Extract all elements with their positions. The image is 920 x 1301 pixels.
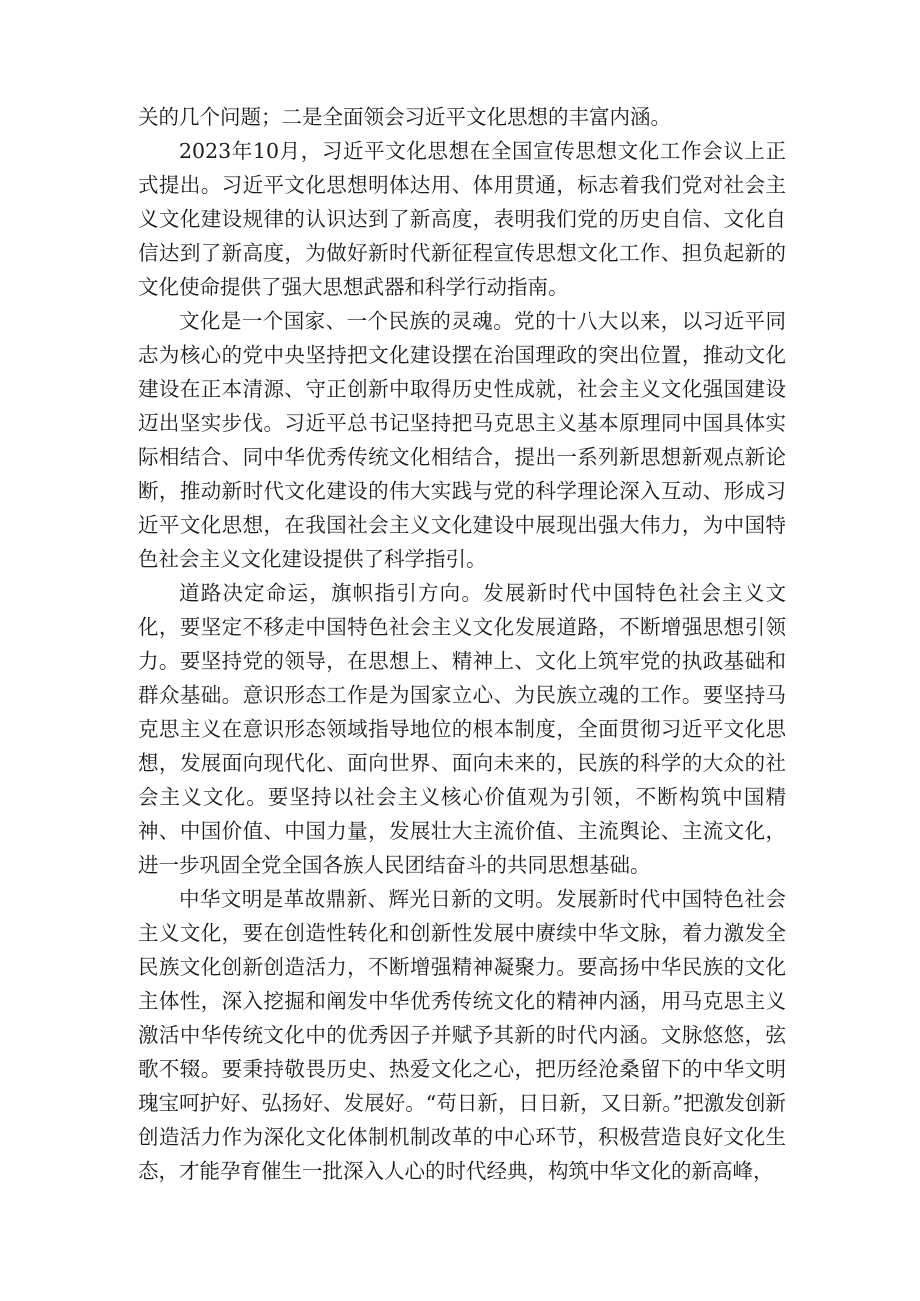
paragraph-road-direction: 道路决定命运，旗帜指引方向。发展新时代中国特色社会主义文化，要坚定不移走中国特色社会主义文化发展道路，不断增强思想引领力。要坚持党的领导，在思想上、精神上、文化上筑牢党的执政基础和群众基础。意识形态工作是为国家立心、为民族立魂的工作。要坚持马克思主义在意识形态领域指导地位的根本制度，全面贯彻习近平文化思想，发展面向现代化、面向世界、面向未来的，民族的科学的大众的社会主义文化。要坚持以社会主义核心价值观为引领，不断构筑中国精神、中国价值、中国力量，发展壮大主流价值、主流舆论、主流文化，进一步巩固全党全国各族人民团结奋斗的共同思想基础。 (138, 581, 786, 877)
paragraph-announcement: 2023年10月，习近平文化思想在全国宣传思想文化工作会议上正式提出。习近平文化思想明体达用、体用贯通，标志着我们党对社会主义文化建设规律的认识达到了新高度，表明我们党的历史自信、文化自信达到了新高度，为做好新时代新征程宣传思想文化工作、担负起新的文化使命提供了强大思想武器和科学行动指南。 (138, 139, 786, 299)
document-body (138, 100, 786, 1188)
paragraph-continuation: 关的几个问题；二是全面领会习近平文化思想的丰富内涵。 (138, 105, 671, 129)
paragraph-culture-soul: 文化是一个国家、一个民族的灵魂。党的十八大以来，以习近平同志为核心的党中央坚持把文化建设摆在治国理政的突出位置，推动文化建设在正本清源、守正创新中取得历史性成就，社会主义文化强国建设迈出坚实步伐。习近平总书记坚持把马克思主义基本原理同中国具体实际相结合、同中华优秀传统文化相结合，提出一系列新思想新观点新论断，推动新时代文化建设的伟大实践与党的科学理论深入互动、形成习近平文化思想，在我国社会主义文化建设中展现出强大伟力，为中国特色社会主义文化建设提供了科学指引。 (138, 309, 786, 571)
paragraph-chinese-civilization: 中华文明是革故鼎新、辉光日新的文明。发展新时代中国特色社会主义文化，要在创造性转化和创新性发展中赓续中华文脉，着力激发全民族文化创新创造活力，不断增强精神凝聚力。要高扬中华民族的文化主体性，深入挖掘和阐发中华优秀传统文化的精神内涵，用马克思主义激活中华传统文化中的优秀因子并赋予其新的时代内涵。文脉悠悠，弦歌不辍。要秉持敬畏历史、热爱文化之心，把历经沧桑留下的中华文明瑰宝呵护好、弘扬好、发展好。“苟日新，日日新，又日新。”把激发创新创造活力作为深化文化体制机制改革的中心环节，积极营造良好文化生态，才能孕育催生一批深入人心的时代经典，构筑中华文化的新高峰， (138, 887, 786, 1183)
